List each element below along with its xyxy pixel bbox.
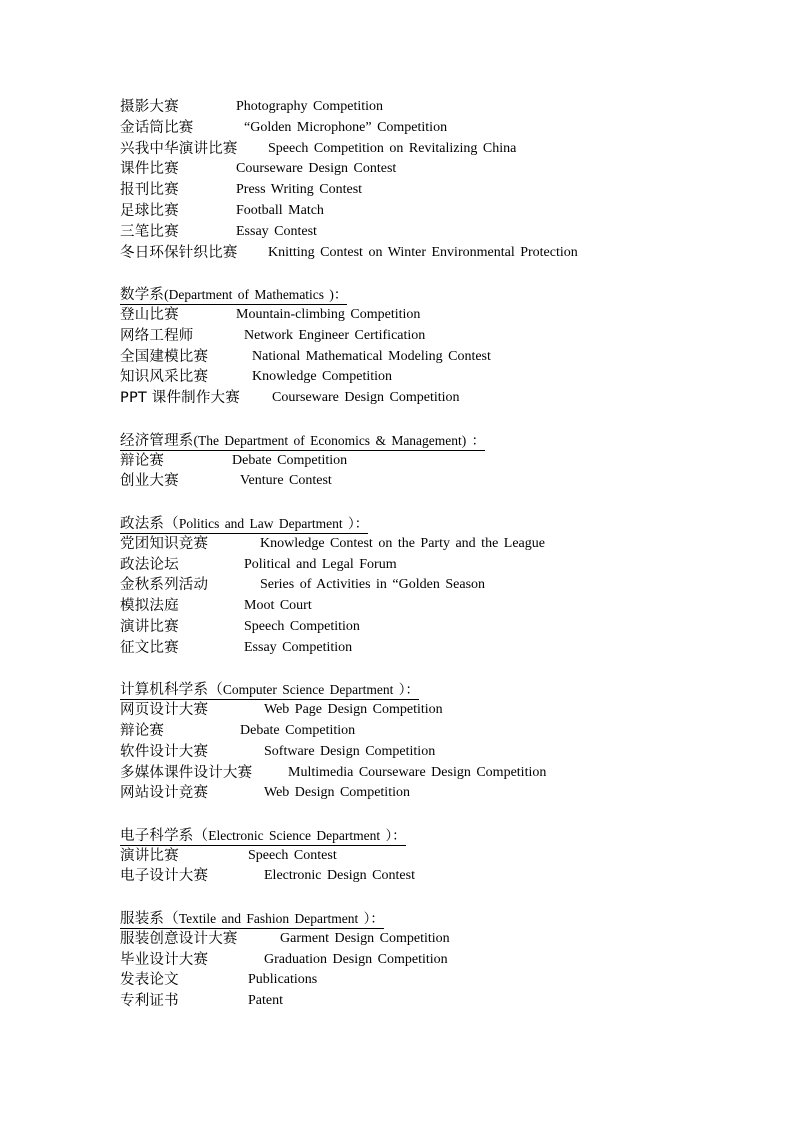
activity-name-en: Debate Competition	[240, 722, 356, 738]
activity-name-en: Press Writing Contest	[236, 182, 363, 198]
department-name-cn: 电子科学系（	[120, 827, 209, 844]
activity-name-en: Knowledge Competition	[252, 369, 393, 385]
activity-row	[120, 617, 760, 638]
activity-row	[120, 742, 760, 763]
activity-name-cn: 党团知识竞赛	[120, 535, 209, 552]
activity-row	[120, 139, 760, 160]
department-heading	[120, 679, 760, 700]
activity-name-en: Knowledge Contest on the Party and the League	[260, 535, 545, 551]
activity-name-cn: 创业大赛	[120, 473, 179, 490]
activity-name-en: Knitting Contest on Winter Environmental Protection	[268, 244, 578, 260]
activity-name-cn: 服装创意设计大赛	[120, 930, 238, 947]
activity-name-en: Courseware Design Contest	[236, 161, 397, 177]
activity-name-en: Speech Competition	[244, 618, 360, 634]
department-heading	[120, 284, 760, 305]
activity-name-en: Moot Court	[244, 598, 312, 614]
activity-name-cn: 毕业设计大赛	[120, 951, 209, 968]
blank-line	[120, 804, 760, 825]
document-body	[120, 97, 760, 1012]
activity-row	[120, 575, 760, 596]
activity-name-cn: 知识风采比赛	[120, 369, 209, 386]
activity-name-en: Series of Activities in “Golden Season	[260, 577, 486, 593]
department-name-en: Politics and Law Department ）：	[178, 515, 369, 531]
department-name-en: (Department of Mathematics )：	[164, 287, 348, 303]
activity-name-cn: 三笔比赛	[120, 223, 179, 240]
activity-row	[120, 638, 760, 659]
activity-name-cn: 专利证书	[120, 993, 179, 1010]
department-heading	[120, 513, 760, 534]
activity-name-cn: 发表论文	[120, 972, 179, 989]
activity-row	[120, 159, 760, 180]
activity-name-en: National Mathematical Modeling Contest	[252, 348, 491, 364]
activity-name-en: Garment Design Competition	[280, 930, 450, 946]
activity-row	[120, 305, 760, 326]
department-heading	[120, 825, 760, 846]
activity-name-en: Patent	[248, 993, 283, 1009]
activity-name-cn: 摄影大赛	[120, 99, 179, 115]
department-name-cn: 数学系	[120, 287, 165, 304]
activity-name-en: Web Design Competition	[264, 785, 410, 801]
activity-name-en: “Golden Microphone” Competition	[244, 119, 448, 135]
activity-name-en: Web Page Design Competition	[264, 702, 443, 718]
activity-row	[120, 950, 760, 971]
activity-name-en: Graduation Design Competition	[264, 951, 448, 967]
activity-name-en: Speech Competition on Revitalizing China	[268, 140, 517, 156]
activity-name-en: Speech Contest	[248, 847, 337, 863]
department-name-en: (The Department of Economics & Management) ：	[193, 432, 486, 448]
activity-name-en: Multimedia Courseware Design Competition	[288, 764, 547, 780]
activity-row	[120, 534, 760, 555]
activity-name-cn: 报刊比赛	[120, 182, 179, 199]
activity-name-cn: 冬日环保针织比赛	[120, 244, 238, 261]
activity-row	[120, 846, 760, 867]
activity-row	[120, 991, 760, 1012]
activity-row	[120, 929, 760, 950]
activity-name-cn: 课件比赛	[120, 161, 179, 178]
activity-name-cn: 演讲比赛	[120, 618, 179, 635]
activity-row	[120, 118, 760, 139]
blank-line	[120, 409, 760, 430]
activity-name-en: Essay Competition	[244, 639, 353, 655]
activity-name-en: Electronic Design Contest	[264, 868, 415, 884]
activity-name-cn: 网页设计大赛	[120, 702, 209, 719]
activity-name-cn: 模拟法庭	[120, 598, 179, 615]
blank-line	[120, 492, 760, 513]
department-name-en: Textile and Fashion Department ）：	[178, 911, 384, 927]
activity-name-cn: 政法论坛	[120, 556, 179, 573]
activity-row	[120, 347, 760, 368]
activity-name-cn: 演讲比赛	[120, 847, 179, 864]
activity-name-en: Debate Competition	[232, 452, 348, 468]
activity-name-cn: 全国建模比赛	[120, 348, 209, 365]
department-name-cn: 经济管理系	[120, 432, 194, 449]
blank-line	[120, 659, 760, 680]
activity-row	[120, 243, 760, 264]
activity-row	[120, 326, 760, 347]
blank-line	[120, 263, 760, 284]
activity-row	[120, 970, 760, 991]
department-heading	[120, 430, 760, 451]
activity-name-en: Mountain-climbing Competition	[236, 306, 421, 322]
department-name-cn: 政法系（	[120, 515, 179, 532]
blank-line	[120, 887, 760, 908]
activity-name-en: Football Match	[236, 202, 324, 218]
activity-name-cn: 软件设计大赛	[120, 743, 209, 760]
activity-row	[120, 700, 760, 721]
activity-row	[120, 471, 760, 492]
activity-row	[120, 763, 760, 784]
activity-name-cn: 辩论赛	[120, 452, 165, 469]
activity-row	[120, 555, 760, 576]
activity-name-cn: 辩论赛	[120, 722, 165, 739]
activity-name-en: Courseware Design Competition	[272, 390, 460, 406]
activity-row	[120, 866, 760, 887]
activity-name-cn: 金话筒比赛	[120, 119, 194, 136]
activity-name-cn: 足球比赛	[120, 202, 179, 219]
activity-row	[120, 222, 760, 243]
activity-row	[120, 201, 760, 222]
activity-name-cn: 征文比赛	[120, 639, 179, 656]
activity-row	[120, 367, 760, 388]
department-name-cn: 服装系（	[120, 911, 179, 928]
activity-name-cn: 电子设计大赛	[120, 868, 209, 885]
activity-row	[120, 783, 760, 804]
activity-name-cn: PPT 课件制作大赛	[120, 390, 240, 407]
department-heading	[120, 908, 760, 929]
activity-name-en: Network Engineer Certification	[244, 327, 426, 343]
department-name-en: Electronic Science Department ）：	[208, 827, 406, 843]
activity-name-cn: 登山比赛	[120, 306, 179, 323]
activity-name-en: Political and Legal Forum	[244, 556, 397, 572]
department-name-en: Computer Science Department ）：	[222, 682, 419, 698]
activity-row	[120, 180, 760, 201]
activity-name-en: Publications	[248, 972, 318, 988]
activity-row	[120, 451, 760, 472]
activity-name-en: Software Design Competition	[264, 743, 436, 759]
activity-name-en: Photography Competition	[236, 99, 384, 114]
activity-name-cn: 兴我中华演讲比赛	[120, 140, 238, 157]
activity-row	[120, 596, 760, 617]
activity-row	[120, 721, 760, 742]
activity-name-cn: 网站设计竞赛	[120, 785, 209, 802]
activity-row	[120, 97, 760, 118]
activity-name-cn: 多媒体课件设计大赛	[120, 764, 253, 781]
activity-name-en: Essay Contest	[236, 223, 317, 239]
activity-name-en: Venture Contest	[240, 473, 332, 489]
activity-name-cn: 金秋系列活动	[120, 577, 209, 594]
activity-row	[120, 388, 760, 409]
department-name-cn: 计算机科学系（	[120, 682, 223, 699]
activity-name-cn: 网络工程师	[120, 327, 194, 344]
